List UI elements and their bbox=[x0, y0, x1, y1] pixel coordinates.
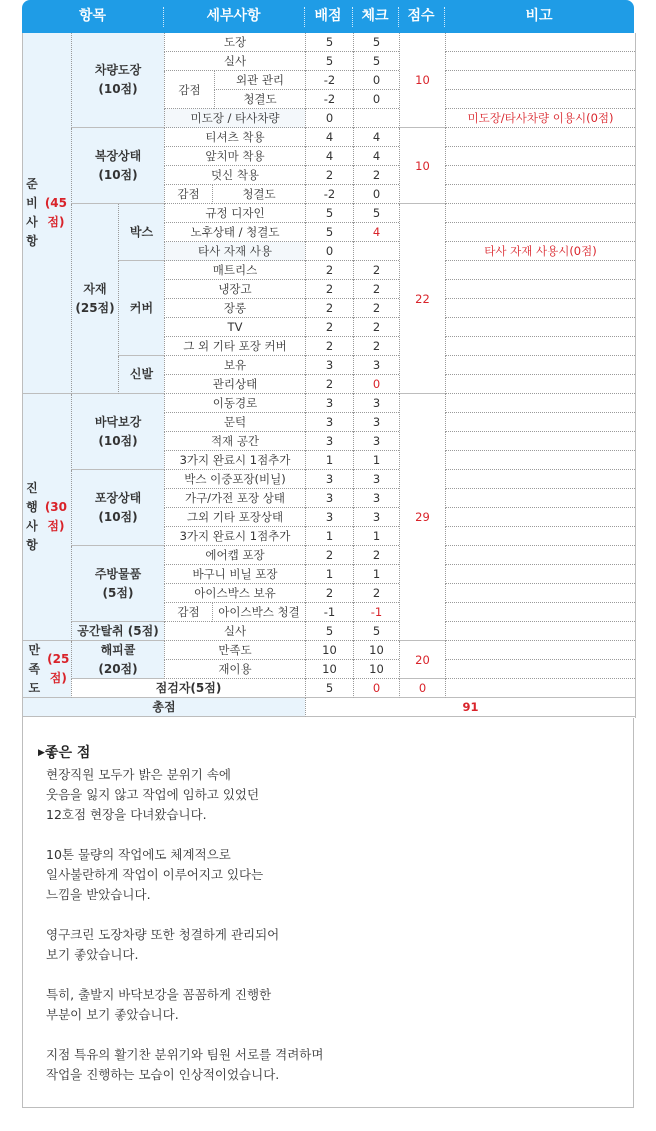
group-label: 포장상태 (10점) bbox=[71, 470, 164, 546]
check-cell: 10 bbox=[353, 660, 399, 679]
note-cell bbox=[445, 261, 635, 280]
detail-cell: 앞치마 착용 bbox=[164, 147, 305, 166]
detail-cell: 문턱 bbox=[164, 413, 305, 432]
total-label: 총점 bbox=[23, 698, 305, 717]
detail-cell: 티셔츠 착용 bbox=[164, 128, 305, 147]
section-points: (45점) bbox=[44, 196, 67, 229]
points-cell: 5 bbox=[305, 204, 353, 223]
detail-cell: 이동경로 bbox=[164, 394, 305, 413]
note-cell bbox=[445, 33, 635, 52]
group-label: 복장상태 (10점) bbox=[71, 128, 164, 204]
check-cell: 3 bbox=[353, 489, 399, 508]
detail-cell: 바구니 비닐 포장 bbox=[164, 565, 305, 584]
points-cell: 1 bbox=[305, 527, 353, 546]
points-cell: 10 bbox=[305, 641, 353, 660]
note-cell bbox=[445, 508, 635, 527]
check-cell: 2 bbox=[353, 584, 399, 603]
check-cell: 2 bbox=[353, 337, 399, 356]
note-cell bbox=[445, 622, 635, 641]
points-cell: 3 bbox=[305, 432, 353, 451]
note-cell bbox=[445, 584, 635, 603]
detail-cell: 냉장고 bbox=[164, 280, 305, 299]
detail-cell: 가구/가전 포장 상태 bbox=[164, 489, 305, 508]
points-cell: 3 bbox=[305, 489, 353, 508]
group-label: 박스 bbox=[118, 204, 164, 261]
detail-cell: 박스 이중포장(비닐) bbox=[164, 470, 305, 489]
detail-cell: 그 외 기타 포장 커버 bbox=[164, 337, 305, 356]
points-cell: 2 bbox=[305, 318, 353, 337]
note-cell bbox=[445, 356, 635, 375]
section-title: 준비 사항 bbox=[26, 177, 38, 248]
check-cell: -1 bbox=[353, 603, 399, 622]
points-cell: 3 bbox=[305, 508, 353, 527]
note-paragraph: 현장직원 모두가 밝은 분위기 속에 웃음을 잃지 않고 작업에 임하고 있었던 12호점 현장을 다녀왔습니다. bbox=[46, 767, 260, 822]
group-label: 자재 (25점) bbox=[71, 204, 118, 394]
points-cell: 5 bbox=[305, 679, 353, 698]
check-cell: 2 bbox=[353, 546, 399, 565]
note-cell bbox=[445, 451, 635, 470]
points-cell: -2 bbox=[305, 90, 353, 109]
points-cell: 3 bbox=[305, 356, 353, 375]
check-cell: 2 bbox=[353, 299, 399, 318]
check-cell: 0 bbox=[353, 185, 399, 204]
detail-cell: 청결도 bbox=[214, 90, 305, 109]
section-points: (30점) bbox=[44, 500, 67, 533]
note-cell bbox=[445, 128, 635, 147]
note-cell bbox=[445, 546, 635, 565]
check-cell: 3 bbox=[353, 356, 399, 375]
check-cell bbox=[353, 242, 399, 261]
check-cell: 3 bbox=[353, 432, 399, 451]
check-cell: 3 bbox=[353, 470, 399, 489]
score-cell: 10 bbox=[399, 128, 445, 204]
note-cell bbox=[445, 185, 635, 204]
bullet-icon: ▶ bbox=[38, 748, 45, 758]
note-paragraph: 10톤 물량의 작업에도 체계적으로 일사불란하게 작업이 이루어지고 있다는 느낌을 받았습니다. bbox=[46, 847, 264, 902]
check-cell bbox=[353, 109, 399, 128]
points-cell: -1 bbox=[305, 603, 353, 622]
section-title: 만족도 bbox=[28, 642, 41, 695]
check-cell: 5 bbox=[353, 33, 399, 52]
points-cell: 2 bbox=[305, 375, 353, 394]
detail-cell: 보유 bbox=[164, 356, 305, 375]
points-cell: 5 bbox=[305, 33, 353, 52]
points-cell: 5 bbox=[305, 52, 353, 71]
note-cell bbox=[445, 52, 635, 71]
detail-cell: 도장 bbox=[164, 33, 305, 52]
detail-cell: 관리상태 bbox=[164, 375, 305, 394]
note-cell bbox=[445, 527, 635, 546]
points-cell: 3 bbox=[305, 413, 353, 432]
points-cell: 2 bbox=[305, 546, 353, 565]
detail-cell: 덧신 착용 bbox=[164, 166, 305, 185]
note-cell bbox=[445, 641, 635, 660]
note-cell bbox=[445, 280, 635, 299]
section-points: (25점) bbox=[47, 652, 70, 685]
detail-cell: TV bbox=[164, 318, 305, 337]
points-cell: 1 bbox=[305, 565, 353, 584]
group-label: 해피콜 (20점) bbox=[71, 641, 164, 679]
inspector-label: 점검자(5점) bbox=[71, 679, 305, 698]
check-cell: 1 bbox=[353, 451, 399, 470]
check-cell: 4 bbox=[353, 147, 399, 166]
note-cell bbox=[445, 489, 635, 508]
check-cell: 0 bbox=[353, 375, 399, 394]
group-label: 신발 bbox=[118, 356, 164, 394]
points-cell: -2 bbox=[305, 185, 353, 204]
check-cell: 5 bbox=[353, 204, 399, 223]
note-cell bbox=[445, 432, 635, 451]
points-cell: 10 bbox=[305, 660, 353, 679]
score-cell: 20 bbox=[399, 641, 445, 679]
detail-cell: 3가지 완료시 1점추가 bbox=[164, 527, 305, 546]
note-cell bbox=[445, 318, 635, 337]
points-cell: 4 bbox=[305, 147, 353, 166]
detail-cell: 3가지 완료시 1점추가 bbox=[164, 451, 305, 470]
check-cell: 5 bbox=[353, 52, 399, 71]
note-cell bbox=[445, 223, 635, 242]
detail-cell: 미도장 / 타사차량 bbox=[164, 109, 305, 128]
points-cell: 2 bbox=[305, 166, 353, 185]
note-cell bbox=[445, 299, 635, 318]
check-cell: 1 bbox=[353, 527, 399, 546]
check-cell: 0 bbox=[353, 679, 399, 698]
note-cell bbox=[445, 71, 635, 90]
detail-cell: 실사 bbox=[164, 622, 305, 641]
total-value: 91 bbox=[305, 698, 635, 717]
note-cell bbox=[445, 679, 635, 698]
detail-cell: 청결도 bbox=[212, 185, 305, 204]
detail-cell: 외관 관리 bbox=[214, 71, 305, 90]
note-cell bbox=[445, 147, 635, 166]
header-note: 비고 bbox=[525, 8, 553, 24]
points-cell: 2 bbox=[305, 337, 353, 356]
detail-cell: 타사 자재 사용 bbox=[164, 242, 305, 261]
note-cell bbox=[445, 90, 635, 109]
note-cell bbox=[445, 166, 635, 185]
section-label bbox=[23, 33, 71, 394]
detail-cell: 아이스박스 보유 bbox=[164, 584, 305, 603]
group-label: 바닥보강 (10점) bbox=[71, 394, 164, 470]
check-cell: 4 bbox=[353, 128, 399, 147]
check-cell: 10 bbox=[353, 641, 399, 660]
header-detail: 세부사항 bbox=[206, 8, 261, 24]
points-cell: 5 bbox=[305, 223, 353, 242]
score-table bbox=[22, 33, 636, 718]
section-label bbox=[23, 394, 71, 641]
score-cell: 29 bbox=[399, 394, 445, 641]
header-score: 점수 bbox=[407, 8, 435, 24]
section-label bbox=[23, 641, 71, 698]
points-cell: 3 bbox=[305, 394, 353, 413]
points-cell: -2 bbox=[305, 71, 353, 90]
check-cell: 2 bbox=[353, 318, 399, 337]
group-label: 차량도장 (10점) bbox=[71, 33, 164, 128]
check-cell: 4 bbox=[353, 223, 399, 242]
detail-cell: 그외 기타 포장상태 bbox=[164, 508, 305, 527]
detail-cell: 아이스박스 청결 bbox=[212, 603, 305, 622]
note-paragraph: 특히, 출발지 바닥보강을 꼼꼼하게 진행한 부분이 보기 좋았습니다. bbox=[46, 987, 272, 1022]
note-cell bbox=[445, 470, 635, 489]
check-cell: 0 bbox=[353, 71, 399, 90]
check-cell: 2 bbox=[353, 280, 399, 299]
points-cell: 0 bbox=[305, 242, 353, 261]
deduction-label: 감점 bbox=[164, 71, 214, 109]
note-cell bbox=[445, 394, 635, 413]
detail-cell: 재이용 bbox=[164, 660, 305, 679]
section-title: 진행 사항 bbox=[26, 481, 38, 552]
note-cell bbox=[445, 603, 635, 622]
detail-cell: 노후상태 / 청결도 bbox=[164, 223, 305, 242]
points-cell: 5 bbox=[305, 622, 353, 641]
detail-cell: 에어캡 포장 bbox=[164, 546, 305, 565]
note-cell: 타사 자재 사용시(0점) bbox=[445, 242, 635, 261]
header-points: 배점 bbox=[314, 8, 342, 24]
points-cell: 3 bbox=[305, 470, 353, 489]
note-cell bbox=[445, 337, 635, 356]
deduction-label: 감점 bbox=[164, 185, 212, 204]
check-cell: 1 bbox=[353, 565, 399, 584]
points-cell: 0 bbox=[305, 109, 353, 128]
detail-cell: 규정 디자인 bbox=[164, 204, 305, 223]
note-cell bbox=[445, 375, 635, 394]
check-cell: 5 bbox=[353, 622, 399, 641]
points-cell: 4 bbox=[305, 128, 353, 147]
check-cell: 3 bbox=[353, 394, 399, 413]
note-cell bbox=[445, 660, 635, 679]
group-label: 커버 bbox=[118, 261, 164, 356]
note-cell bbox=[445, 413, 635, 432]
notes-title: ▶좋은 점 bbox=[38, 745, 91, 761]
detail-cell: 적재 공간 bbox=[164, 432, 305, 451]
detail-cell: 만족도 bbox=[164, 641, 305, 660]
check-cell: 2 bbox=[353, 166, 399, 185]
check-cell: 3 bbox=[353, 508, 399, 527]
note-paragraph: 지점 특유의 활기찬 분위기와 팀원 서로를 격려하며 작업을 진행하는 모습이 인상적이었습니다. bbox=[46, 1047, 324, 1082]
detail-cell: 장롱 bbox=[164, 299, 305, 318]
points-cell: 2 bbox=[305, 261, 353, 280]
detail-cell: 실사 bbox=[164, 52, 305, 71]
score-cell: 0 bbox=[399, 679, 445, 698]
note-paragraph: 영구크린 도장차량 또한 청결하게 관리되어 보기 좋았습니다. bbox=[46, 927, 280, 962]
score-cell: 10 bbox=[399, 33, 445, 128]
score-cell: 22 bbox=[399, 204, 445, 394]
group-label: 주방물품 (5점) bbox=[71, 546, 164, 622]
detail-cell: 매트리스 bbox=[164, 261, 305, 280]
table-header bbox=[22, 0, 634, 33]
group-label: 공간탈취 (5점) bbox=[71, 622, 164, 641]
check-cell: 2 bbox=[353, 261, 399, 280]
header-item: 항목 bbox=[78, 8, 107, 24]
deduction-label: 감점 bbox=[164, 603, 212, 622]
note-cell bbox=[445, 565, 635, 584]
points-cell: 2 bbox=[305, 280, 353, 299]
header-check: 체크 bbox=[361, 8, 389, 24]
note-cell bbox=[445, 204, 635, 223]
points-cell: 2 bbox=[305, 299, 353, 318]
points-cell: 2 bbox=[305, 584, 353, 603]
note-cell: 미도장/타사차량 이용시(0점) bbox=[445, 109, 635, 128]
check-cell: 0 bbox=[353, 90, 399, 109]
check-cell: 3 bbox=[353, 413, 399, 432]
points-cell: 1 bbox=[305, 451, 353, 470]
